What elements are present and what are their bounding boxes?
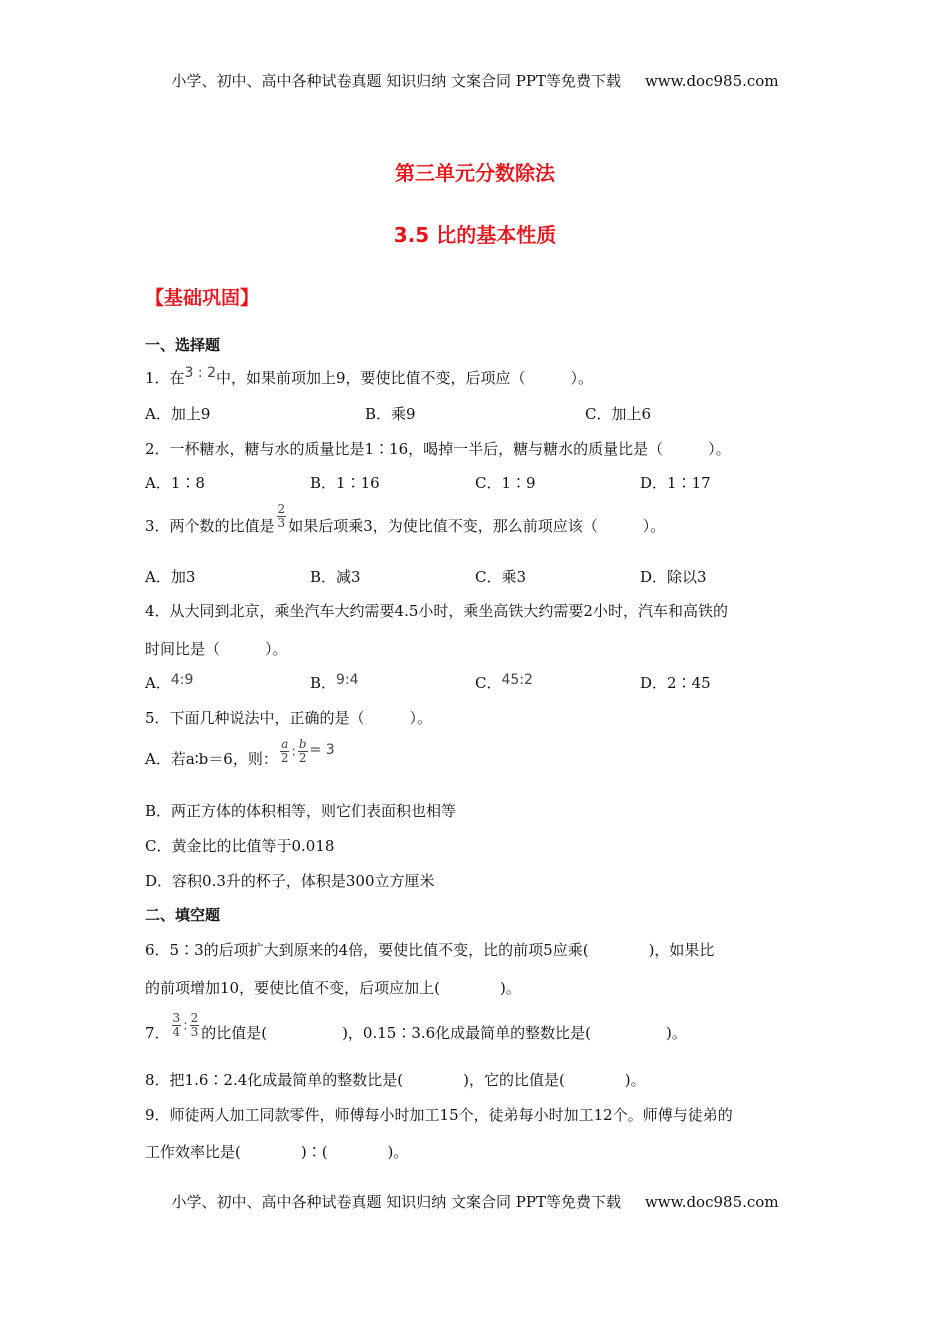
q7-frac-1 [172,1012,182,1039]
question-7 [145,1011,687,1042]
q3-option-b: B．减3 [310,568,361,586]
page-title: 第三单元分数除法 [395,161,555,185]
footer-site: www.doc985.com [644,1193,779,1211]
q7-post: 的比值是( )，0.15∶3.6化成最简单的整数比是( )。 [201,1023,687,1042]
q2-option-d: D．1∶17 [640,474,711,492]
question-9-line-1: 9．师徒两人加工同款零件，师傅每小时加工15个，徒弟每小时加工12个。师傅与徒弟的 [145,1106,733,1124]
q7-pre: 7． [145,1023,170,1042]
page-footer [0,1191,950,1212]
q5-a-den-1: 2 [280,751,289,765]
q5-option-c: C．黄金比的比值等于0.018 [145,837,335,855]
q5-a-sep: : [291,744,296,760]
q1-option-b: B．乘9 [365,405,416,423]
question-5: 5．下面几种说法中，正确的是（ ）。 [145,709,433,727]
q5-a-frac-1 [280,738,290,765]
q3-den: 3 [277,516,286,530]
q7-frac-2 [190,1012,200,1039]
part-heading-choice: 一、选择题 [145,336,221,354]
q4-a-label: A． [145,674,171,692]
part-heading-fill: 二、填空题 [145,906,221,924]
q3-num: 2 [277,502,286,516]
q4-option-c [475,672,533,693]
q5-option-d: D．容积0.3升的杯子，体积是300立方厘米 [145,872,435,890]
q7-num-2: 2 [190,1011,199,1025]
q5-a-pre: A．若a∶b＝6，则： [145,749,278,768]
q3-post: 如果后项乘3，为使比值不变，那么前项应该（ ）。 [288,516,666,535]
q7-sep: : [183,1018,188,1034]
question-9-line-2: 工作效率比是( )∶( )。 [145,1143,409,1161]
q7-den-1: 4 [172,1025,181,1039]
page-header [0,70,950,91]
q3-fraction [277,503,287,530]
q1-pre: 1．在 [145,369,185,387]
page-subtitle: 3.5 比的基本性质 [393,223,557,247]
question-8: 8．把1.6∶2.4化成最简单的整数比是( )，它的比值是( )。 [145,1071,646,1089]
q5-a-num-2: b [298,737,307,751]
q7-den-2: 3 [190,1025,199,1039]
q5-a-den-2: 2 [298,751,307,765]
q4-c-value: 45:2 [501,672,533,688]
footer-text: 小学、初中、高中各种试卷真题 知识归纳 文案合同 PPT等免费下载 [171,1193,621,1211]
question-4-line-2: 时间比是（ ）。 [145,640,288,658]
q1-option-c: C．加上6 [585,405,652,423]
q5-a-frac-2 [298,738,308,765]
q1-option-a: A．加上9 [145,405,211,423]
q3-pre: 3．两个数的比值是 [145,516,275,535]
q5-a-eq: = 3 [309,741,335,758]
q4-option-a [145,672,193,693]
q3-option-a: A．加3 [145,568,196,586]
q5-a-num-1: a [281,737,289,751]
q7-num-1: 3 [172,1011,181,1025]
q4-option-d: D．2∶45 [640,674,711,692]
question-6-line-1: 6．5∶3的后项扩大到原来的4倍，要使比值不变，比的前项5应乘( )，如果比 [145,941,715,959]
section-label: 【基础巩固】 [145,287,260,309]
q1-ratio: 3 : 2 [184,365,216,381]
question-2: 2．一杯糖水，糖与水的质量比是1∶16，喝掉一半后，糖与糖水的质量比是（ ）。 [145,440,731,458]
header-text: 小学、初中、高中各种试卷真题 知识归纳 文案合同 PPT等免费下载 [171,72,621,90]
q1-post: 中，如果前项加上9，要使比值不变，后项应（ ）。 [215,369,594,387]
q5-option-a [145,737,335,768]
q4-c-label: C． [475,674,502,692]
q4-option-b [310,672,359,693]
question-1 [145,367,593,388]
q2-option-c: C．1∶9 [475,474,536,492]
q2-option-b: B．1∶16 [310,474,380,492]
header-site: www.doc985.com [644,72,779,90]
question-4-line-1: 4．从大同到北京，乘坐汽车大约需要4.5小时，乘坐高铁大约需要2小时，汽车和高铁的 [145,602,728,620]
q2-option-a: A．1∶8 [145,474,205,492]
q4-a-value: 4:9 [170,672,194,688]
q5-option-b: B．两正方体的体积相等，则它们表面积也相等 [145,802,457,820]
q4-b-value: 9:4 [336,672,359,688]
q3-option-c: C．乘3 [475,568,527,586]
question-3 [145,502,666,535]
q3-option-d: D．除以3 [640,568,707,586]
question-6-line-2: 的前项增加10，要使比值不变，后项应加上( )。 [145,979,521,997]
q4-b-label: B． [310,674,337,692]
